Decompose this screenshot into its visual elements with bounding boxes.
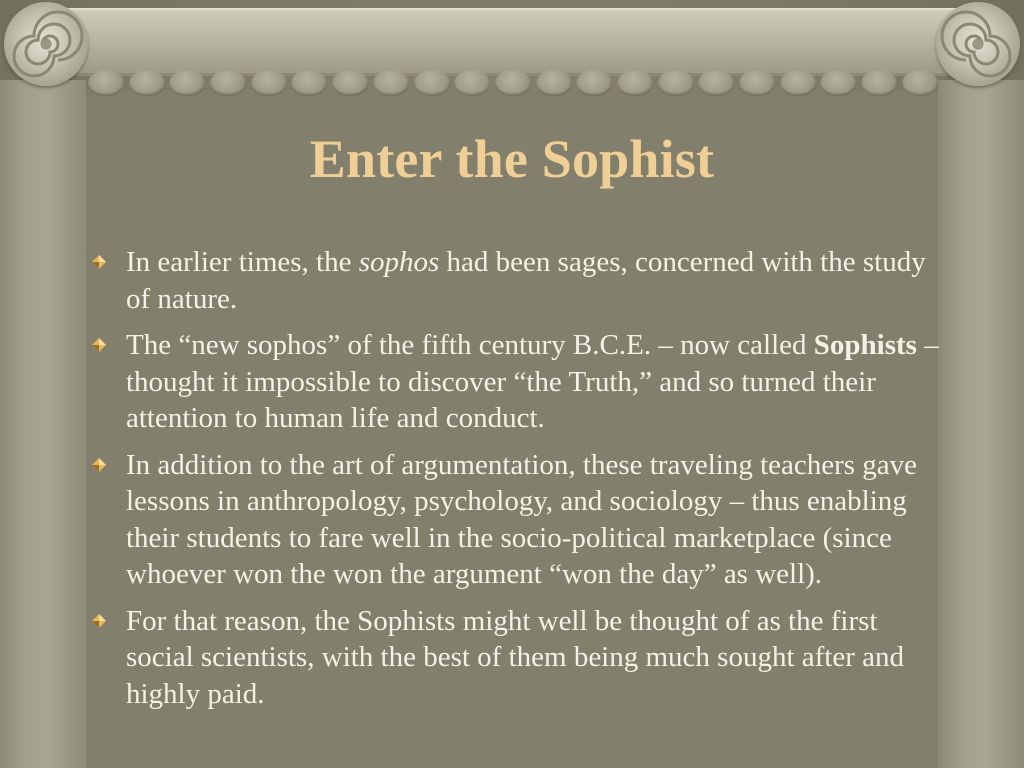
bullet-text: For that reason, the Sophists might well be thought of as the first social scientists, with the best of them being much sought after and highly paid. [126,604,905,710]
molding-egg [88,70,124,96]
bullet-text-segment: – thought it impossible to discover “the Truth,” and so turned their attention to human life and conduct. [126,329,939,434]
slide-title: Enter the Sophist [309,129,715,189]
molding-egg [861,70,897,96]
bullet-item [86,603,944,713]
molding-egg [658,70,694,96]
molding-egg [291,70,327,96]
molding-egg [495,70,531,96]
egg-and-dart-molding [88,70,938,94]
molding-egg [251,70,287,96]
molding-egg [576,70,612,96]
molding-egg [414,70,450,96]
molding-egg [739,70,775,96]
bullet-text-italic: sophos [358,246,440,278]
molding-egg [902,70,938,96]
molding-egg [129,70,165,96]
molding-egg [210,70,246,96]
bullet-item [86,327,944,437]
molding-egg [820,70,856,96]
bullet-list [86,244,944,722]
left-volute-icon [4,2,88,86]
bullet-item [86,447,944,593]
gold-diamond-icon [92,255,106,269]
gold-diamond-icon [92,338,106,352]
molding-egg [536,70,572,96]
column-capital-bar [22,8,1002,76]
bullet-text-segment: The “new sophos” of the fifth century B.C.E. – now called [126,329,814,361]
bullet-text-segment: In earlier times, the [126,246,359,278]
molding-egg [332,70,368,96]
bullet-text-bold: Sophists [813,329,917,361]
bullet-item [86,244,944,317]
right-volute-icon [936,2,1020,86]
molding-egg [698,70,734,96]
molding-egg [780,70,816,96]
bullet-text: In addition to the art of argumentation, these traveling teachers gave lessons in anthropology, psychology, and sociology – thus enabling their students to fare well in the socio-political marketplace (since whoever won the won the argument “won the day” as well). [126,448,918,590]
molding-egg [373,70,409,96]
molding-egg [454,70,490,96]
gold-diamond-icon [92,614,106,628]
molding-egg [617,70,653,96]
molding-egg [169,70,205,96]
gold-diamond-icon [92,458,106,472]
bullet-text-segment: had been sages, concerned with the study of nature. [126,246,926,315]
